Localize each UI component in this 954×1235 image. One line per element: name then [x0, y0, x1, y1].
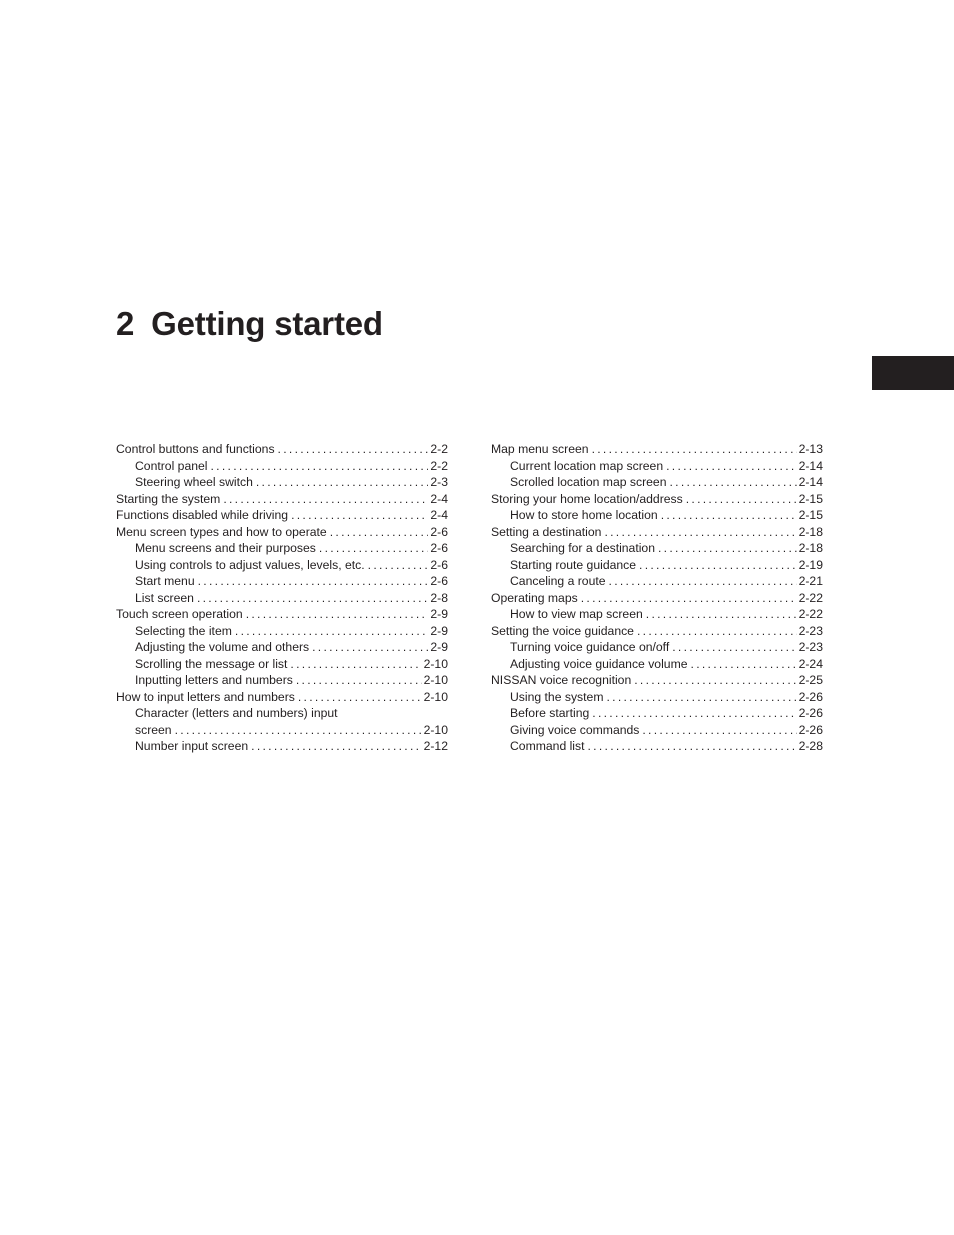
toc-entry-label: List screen	[135, 590, 194, 605]
toc-entry-page: 2-23	[798, 640, 823, 654]
toc-entry[interactable]	[491, 722, 823, 739]
toc-dot-leader	[278, 441, 429, 458]
toc-entry-page: 2-3	[430, 475, 448, 489]
toc-entry-page: 2-6	[430, 574, 448, 588]
toc-right-column	[491, 441, 823, 755]
toc-entry-label: Character (letters and numbers) input	[135, 706, 338, 720]
toc-entry-page: 2-25	[798, 673, 823, 687]
toc-entry[interactable]	[116, 705, 448, 722]
toc-entry[interactable]	[491, 507, 823, 524]
toc-dot-leader	[581, 590, 797, 607]
toc-entry-label: Menu screens and their purposes	[135, 541, 316, 555]
toc-entry-label: Command list	[510, 739, 585, 753]
toc-entry-label: How to input letters and numbers	[116, 689, 295, 704]
toc-dot-leader	[592, 441, 797, 458]
toc-dot-leader	[175, 722, 422, 739]
toc-dot-leader	[246, 606, 429, 623]
toc-entry-page: 2-9	[430, 640, 448, 654]
toc-entry-label: Starting route guidance	[510, 557, 637, 572]
toc-entry[interactable]	[491, 639, 823, 656]
toc-dot-leader	[686, 491, 797, 508]
toc-left-column	[116, 441, 448, 755]
toc-dot-leader	[658, 540, 797, 557]
toc-entry-label: Using controls to adjust values, levels, etc.	[135, 557, 365, 572]
toc-entry-label: Steering wheel switch	[135, 475, 253, 489]
toc-entry-page: 2-10	[423, 689, 448, 704]
chapter-number: 2	[116, 305, 135, 342]
toc-entry-label: Searching for a destination	[510, 541, 655, 555]
toc-entry-page: 2-8	[430, 590, 448, 605]
toc-entry-page: 2-15	[798, 508, 823, 522]
toc-entry-label: Control panel	[135, 458, 208, 473]
toc-entry-page: 2-15	[798, 491, 823, 506]
toc-entry-page: 2-9	[430, 623, 448, 638]
toc-entry-page: 2-10	[423, 673, 448, 687]
toc-entry-label: How to view map screen	[510, 607, 643, 621]
toc-entry-page: 2-14	[798, 475, 823, 489]
toc-entry-label: Inputting letters and numbers	[135, 673, 293, 687]
toc-entry[interactable]	[491, 606, 823, 623]
toc-dot-leader	[592, 705, 796, 722]
toc-entry-page: 2-26	[798, 722, 823, 737]
toc-entry-label: Scrolled location map screen	[510, 475, 667, 489]
toc-entry-page: 2-26	[798, 689, 823, 704]
toc-dot-leader	[672, 639, 796, 656]
toc-entry-page: 2-26	[798, 706, 823, 720]
toc-dot-leader	[319, 540, 428, 557]
toc-entry-page: 2-24	[798, 656, 823, 671]
toc-entry-page: 2-19	[798, 557, 823, 572]
toc-entry-label: screen	[135, 722, 172, 737]
toc-entry-page: 2-6	[430, 524, 448, 539]
toc-entry[interactable]	[116, 441, 448, 458]
toc-entry[interactable]	[116, 672, 448, 689]
toc-entry-page: 2-4	[430, 491, 448, 506]
toc-entry[interactable]	[116, 557, 448, 574]
toc-entry-label: Setting a destination	[491, 524, 602, 539]
toc-entry[interactable]	[491, 573, 823, 590]
toc-entry-label: Giving voice commands	[510, 722, 640, 737]
toc-entry-label: Current location map screen	[510, 458, 664, 473]
toc-dot-leader	[670, 474, 797, 491]
toc-entry-label: Operating maps	[491, 590, 578, 605]
toc-entry-label: NISSAN voice recognition	[491, 673, 632, 687]
toc-entry[interactable]	[116, 656, 448, 673]
toc-dot-leader	[588, 738, 797, 755]
toc-entry[interactable]	[491, 441, 823, 458]
toc-entry[interactable]	[116, 491, 448, 508]
toc-entry-label: Using the system	[510, 689, 604, 704]
toc-entry[interactable]	[491, 656, 823, 673]
toc-entry-page: 2-18	[798, 524, 823, 539]
toc-entry[interactable]	[116, 639, 448, 656]
toc-dot-leader	[639, 557, 797, 574]
toc-entry-label: Before starting	[510, 706, 590, 720]
toc-entry[interactable]	[491, 557, 823, 574]
toc-entry-label: Map menu screen	[491, 442, 589, 456]
toc-entry-page: 2-21	[798, 574, 823, 588]
toc-entry-label: Functions disabled while driving	[116, 508, 289, 522]
toc-entry[interactable]	[116, 689, 448, 706]
toc-entry[interactable]	[491, 458, 823, 475]
toc-entry-label: Adjusting the volume and others	[135, 640, 310, 654]
toc-entry[interactable]	[116, 722, 448, 739]
toc-entry[interactable]	[491, 738, 823, 755]
toc-entry-label: Selecting the item	[135, 623, 232, 638]
toc-entry-label: Turning voice guidance on/off	[510, 640, 670, 654]
toc-entry-label: Storing your home location/address	[491, 491, 683, 506]
chapter-title	[116, 305, 383, 343]
toc-dot-leader	[604, 524, 796, 541]
toc-entry-page: 2-23	[798, 623, 823, 638]
toc-entry-page: 2-4	[430, 508, 448, 522]
toc-dot-leader	[637, 623, 797, 640]
toc-entry-page: 2-2	[430, 458, 448, 473]
toc-dot-leader	[256, 474, 429, 491]
toc-dot-leader	[223, 491, 428, 508]
toc-entry-page: 2-18	[798, 541, 823, 555]
toc-entry-label: Canceling a route	[510, 574, 606, 588]
toc-dot-leader	[298, 689, 422, 706]
toc-dot-leader	[609, 573, 797, 590]
toc-entry[interactable]	[491, 672, 823, 689]
toc-entry-label: Number input screen	[135, 739, 249, 753]
toc-entry[interactable]	[491, 524, 823, 541]
toc-dot-leader	[251, 738, 421, 755]
toc-dot-leader	[296, 672, 422, 689]
toc-dot-leader	[661, 507, 797, 524]
toc-entry-page: 2-9	[430, 607, 448, 621]
toc-dot-leader	[606, 689, 796, 706]
toc-entry[interactable]	[116, 590, 448, 607]
toc-entry[interactable]	[491, 705, 823, 722]
toc-entry[interactable]	[116, 507, 448, 524]
toc-entry-page: 2-14	[798, 458, 823, 473]
toc-entry[interactable]	[116, 458, 448, 475]
toc-dot-leader	[197, 590, 428, 607]
toc-entry[interactable]	[116, 540, 448, 557]
toc-entry[interactable]	[116, 573, 448, 590]
toc-dot-leader	[368, 557, 429, 574]
toc-entry-page: 2-13	[798, 442, 823, 456]
toc-entry[interactable]	[491, 689, 823, 706]
toc-entry-page: 2-28	[798, 739, 823, 753]
toc-entry[interactable]	[491, 590, 823, 607]
toc-entry-label: Setting the voice guidance	[491, 623, 634, 638]
toc-entry-label: How to store home location	[510, 508, 658, 522]
toc-entry[interactable]	[116, 524, 448, 541]
toc-dot-leader	[198, 573, 429, 590]
toc-entry-label: Menu screen types and how to operate	[116, 524, 327, 539]
toc-entry-label: Adjusting voice guidance volume	[510, 656, 688, 671]
toc-entry-page: 2-6	[430, 557, 448, 572]
toc-dot-leader	[634, 672, 796, 689]
toc-entry[interactable]	[116, 606, 448, 623]
toc-entry-page: 2-10	[423, 722, 448, 737]
toc-entry-label: Scrolling the message or list	[135, 656, 288, 671]
toc-entry-page: 2-12	[423, 739, 448, 753]
toc-dot-leader	[330, 524, 429, 541]
toc-entry-label: Start menu	[135, 574, 195, 588]
toc-entry[interactable]	[491, 540, 823, 557]
toc-entry-page: 2-22	[798, 607, 823, 621]
toc-entry[interactable]	[491, 623, 823, 640]
toc-dot-leader	[691, 656, 797, 673]
toc-entry[interactable]	[116, 623, 448, 640]
toc-entry-label: Starting the system	[116, 491, 221, 506]
toc-dot-leader	[642, 722, 796, 739]
toc-entry-page: 2-10	[423, 656, 448, 671]
toc-dot-leader	[211, 458, 429, 475]
toc-dot-leader	[666, 458, 797, 475]
toc-dot-leader	[646, 606, 797, 623]
toc-dot-leader	[290, 656, 421, 673]
toc-dot-leader	[235, 623, 428, 640]
toc-entry-page: 2-2	[430, 442, 448, 456]
chapter-tab-marker	[872, 356, 954, 390]
toc-entry[interactable]	[491, 491, 823, 508]
toc-dot-leader	[291, 507, 428, 524]
toc-entry[interactable]	[491, 474, 823, 491]
toc-entry-label: Touch screen operation	[116, 607, 243, 621]
toc-entry-page: 2-6	[430, 541, 448, 555]
toc-entry-label: Control buttons and functions	[116, 442, 275, 456]
chapter-title-text: Getting started	[151, 305, 383, 342]
toc-entry-page: 2-22	[798, 590, 823, 605]
toc-dot-leader	[312, 639, 428, 656]
toc-entry[interactable]	[116, 474, 448, 491]
toc-entry[interactable]	[116, 738, 448, 755]
